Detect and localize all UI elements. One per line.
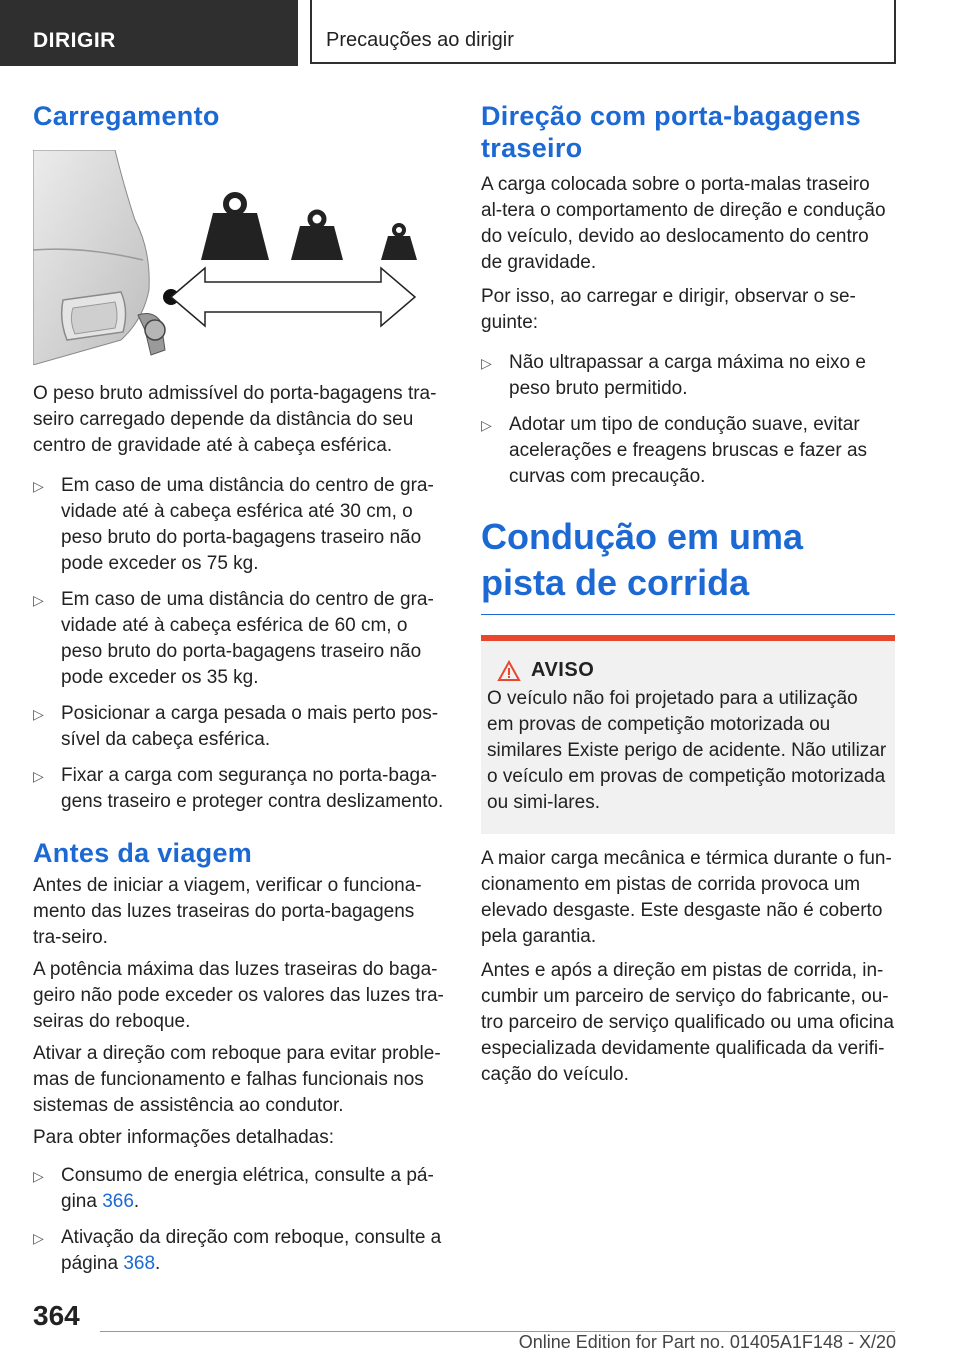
page-link-366[interactable]: 366 [102, 1191, 134, 1212]
list-item: ▷ Adotar um tipo de condução suave, evitar acelerações e freagens bruscas e fazer as curvas com precaução. [481, 414, 868, 487]
triangle-right-icon: ▷ [481, 417, 492, 433]
warning-header [497, 659, 887, 682]
page-header [0, 0, 960, 66]
loading-list [33, 473, 445, 815]
triangle-right-icon: ▷ [33, 1230, 44, 1246]
edition-label: Online Edition for Part no. 01405A1F148 - X/20 [518, 1332, 896, 1352]
list-item: ▷ Não ultrapassar a carga máxima no eixo e peso bruto permitido. [481, 352, 866, 399]
towbar-load-illustration [33, 150, 445, 365]
right-column [481, 100, 895, 1088]
warning-title: AVISO [531, 659, 595, 681]
list-item: ▷ Ativação da direção com reboque, consulte a página 368. [33, 1227, 442, 1274]
reference-list [33, 1163, 445, 1277]
list-item: ▷ Posicionar a carga pesada o mais perto pos-sível da cabeça esférica. [33, 703, 439, 750]
medium-weight-icon [291, 212, 343, 260]
steering-list [481, 350, 895, 490]
left-column [33, 100, 445, 1287]
large-weight-icon [201, 195, 269, 260]
warning-triangle-icon [497, 660, 521, 682]
trip-paragraph: Ativar a direção com reboque para evitar proble-mas de funcionamento e falhas funcionais nos sistemas de assistência ao condutor. [33, 1043, 441, 1116]
triangle-right-icon: ▷ [481, 355, 492, 371]
list-item: ▷ Consumo de energia elétrica, consulte a pá-gina 366. [33, 1165, 434, 1212]
warning-box [481, 635, 895, 834]
steering-paragraph: A carga colocada sobre o porta-malas traseiro al-tera o comportamento de direção e condução do veículo, devido ao deslocamento do centro de gravidade. [481, 174, 886, 273]
steering-heading: Direção com porta-bagagens traseiro [481, 101, 861, 163]
steering-paragraph: Por isso, ao carregar e dirigir, observar o se-guinte: [481, 286, 856, 333]
loading-intro: O peso bruto admissível do porta-bagagens tra-seiro carregado depende da distância do seu centro de gravidade até à cabeça esférica. [33, 383, 437, 456]
trip-paragraph: Antes de iniciar a viagem, verificar o funciona-mento das luzes traseiras do porta-bagagens tra-seiro. [33, 875, 422, 948]
triangle-right-icon: ▷ [33, 706, 44, 722]
double-arrow-icon [171, 268, 415, 326]
list-item: ▷ Em caso de uma distância do centro de gra-vidade até à cabeça esférica até 30 cm, o peso bruto do porta-bagagens traseiro não pode exceder os 75 kg. [33, 475, 434, 574]
small-weight-icon [381, 225, 417, 260]
loading-heading: Carregamento [33, 101, 220, 131]
list-item: ▷ Fixar a carga com segurança no porta-baga-gens traseiro e proteger contra deslizamento. [33, 765, 444, 812]
triangle-right-icon: ▷ [33, 768, 44, 784]
track-paragraph: A maior carga mecânica e térmica durante o fun-cionamento em pistas de corrida provoca um elevado desgaste. Este desgaste não é coberto pela garantia. [481, 848, 892, 947]
triangle-right-icon: ▷ [33, 592, 44, 608]
warning-text: O veículo não foi projetado para a utilização em provas de competição motorizada ou similares Existe perigo de acidente. Não utilizar o veículo em provas de competição motorizada ou simi-lares. [487, 688, 887, 813]
trip-paragraph: Para obter informações detalhadas: [33, 1127, 335, 1148]
section-tab: DIRIGIR [0, 0, 298, 66]
heading-divider [481, 614, 895, 615]
triangle-right-icon: ▷ [33, 1168, 44, 1184]
page-number: 364 [33, 1300, 80, 1331]
before-trip-heading: Antes da viagem [33, 838, 253, 868]
triangle-right-icon: ▷ [33, 478, 44, 494]
car-rear-bumper-icon [33, 150, 179, 365]
trip-paragraph: A potência máxima das luzes traseiras do baga-geiro não pode exceder os valores das luzes tra-seiras do reboque. [33, 959, 444, 1032]
page-link-368[interactable]: 368 [123, 1253, 156, 1274]
race-track-heading: Condução em uma pista de corrida [481, 516, 804, 603]
chapter-tab: Precauções ao dirigir [310, 0, 896, 64]
track-paragraph: Antes e após a direção em pistas de corrida, in-cumbir um parceiro de serviço do fabricante, ou-tro parceiro de serviço qualificado ou uma oficina especializada devidamente qualificada da verifi-cação do veículo. [481, 960, 894, 1085]
list-item: ▷ Em caso de uma distância do centro de gra-vidade até à cabeça esférica de 60 cm, o peso bruto do porta-bagagens traseiro não pode exceder os 35 kg. [33, 589, 434, 688]
